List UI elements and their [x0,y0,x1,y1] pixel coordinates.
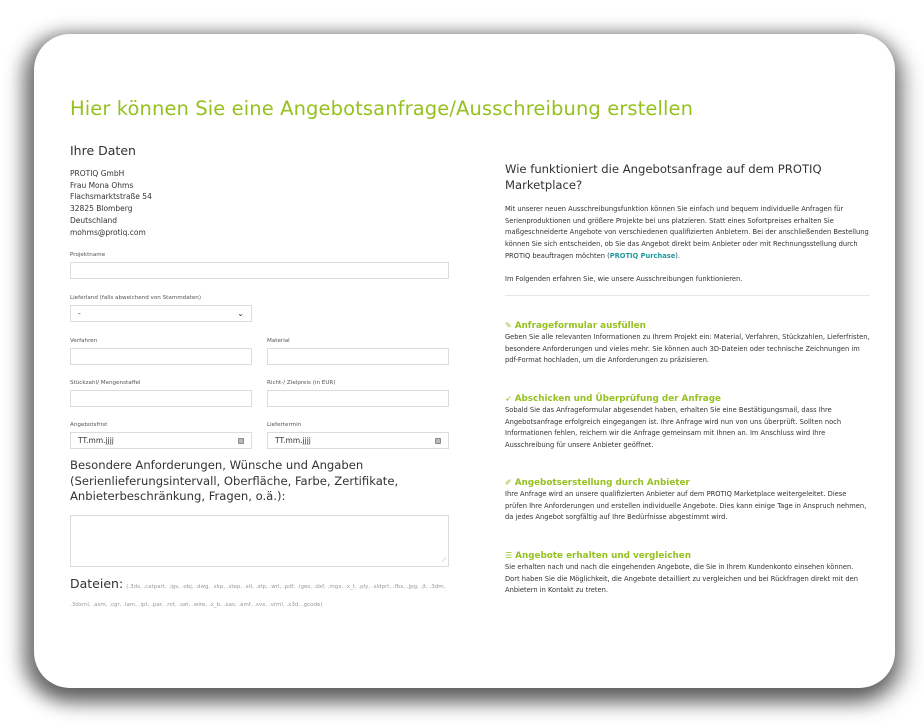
country-label: Lieferland (falls abweichend von Stammdaten) [70,295,202,301]
process-field [70,338,252,365]
delivery-date-label: Liefertermin [267,422,302,428]
project-name-field [70,252,449,279]
material-input[interactable] [267,348,449,365]
address-block [70,168,450,238]
address-street: Flachsmarktstraße 54 [70,192,152,202]
info-follow: Im Folgenden erfahren Sie, wie unsere Ausschreibungen funktionieren. [505,274,743,283]
price-field [267,380,449,407]
delivery-date-placeholder: TT.mm.jjjj [275,436,311,445]
step-title: Angebote erhalten und vergleichen [515,551,692,561]
info-title: Wie funktioniert die Angebotsanfrage auf dem PROTIQ Marketplace? [505,162,822,192]
your-data-section [70,143,450,238]
delivery-date-input[interactable] [267,432,449,449]
material-field [267,338,449,365]
page-title: Hier können Sie eine Angebotsanfrage/Ausschreibung erstellen [70,97,694,120]
info-intro-text: Mit unserer neuen Ausschreibungsfunktion können Sie einfach und bequem individuelle Anfragen für Serienproduktionen und größere Projekte bei uns platzieren. Statt eines Sofortpreises erhalten Sie maßgeschneiderte Angebote von verschiedenen qualifizierten Anbietern. Bei der anschließenden Bestellung können Sie sich entscheiden, ob Sie das Angebot direkt beim Anbieter oder mit Rechnungsstellung durch PROTIQ beauftragen möchten ( [505,205,869,260]
list-icon: ☰ [505,551,513,560]
address-country: Deutschland [70,215,118,225]
chevron-down-icon: ⌄ [237,309,244,318]
process-label: Verfahren [70,338,98,344]
quantity-input[interactable] [70,390,252,407]
step-heading [505,477,870,489]
step-offers-created [505,477,870,524]
step-title: Abschicken und Überprüfung der Anfrage [514,394,721,404]
files-label: Dateien: [70,576,124,591]
requirements-textarea[interactable] [70,515,449,567]
step-heading [505,320,870,332]
country-selected: - [78,309,81,318]
calendar-icon[interactable] [435,438,441,444]
edit-icon: ✐ [505,478,512,487]
project-name-input[interactable] [70,262,449,279]
requirements-label: Besondere Anforderungen, Wünsche und Angaben (Serienlieferungsintervall, Oberfläche, Farbe, Zertifikate, Anbieterbeschränkung, Fragen, o.ä.): [70,458,399,504]
your-data-title: Ihre Daten [70,143,136,158]
step-title: Anfrageformular ausfüllen [514,321,646,331]
files-formats: (.3ds, .catpart, .igs, .obj, .dwg, .skp, .step, .stl, .stp, .wrl, .pdf, .iges, .dxf, .mgx, .x_t, .ply, .sldprt, .fbx, .jpg, .jt, .3dm, .3dxml, .asm, .cgr, .iam, .ipt, .par, .rvt, .sat, .wire, .x_b, .xas, .amf, .svx, .vrml, .x3d, .gcode) [70,584,446,608]
step-submit [505,393,870,452]
step-fill-form [505,320,870,367]
quantity-field [70,380,252,407]
project-name-label: Projektname [70,252,106,258]
price-label: Richt-/ Zielpreis (in EUR) [267,380,336,386]
address-name: Frau Mona Ohms [70,180,134,190]
offer-deadline-input[interactable] [70,432,252,449]
offer-deadline-field [70,422,252,449]
step-heading [505,393,870,405]
country-select[interactable] [70,305,252,322]
address-city: 32825 Blomberg [70,204,133,214]
delivery-date-field [267,422,449,449]
info-section [505,162,870,296]
divider [505,295,870,296]
offer-deadline-label: Angebotsfrist [70,422,108,428]
address-email: mohms@protiq.com [70,227,146,237]
pencil-icon: ✎ [505,321,512,330]
resize-handle-icon[interactable]: ⟋ [441,557,446,564]
step-heading [505,550,870,562]
info-intro-end: ). [675,251,681,260]
step-compare-offers [505,550,870,597]
step-title: Angebotserstellung durch Anbieter [514,478,690,488]
step-text: Geben Sie alle relevanten Informationen zu Ihrem Projekt ein: Material, Verfahren, Stückzahlen, Lieferfristen, besondere Anforderungen und vieles mehr. Sie können auch 3D-Dateien oder technische Zeichnungen im pdf-Format hochladen, um die Anforderungen zu präzisieren. [505,333,870,365]
step-text: Sobald Sie das Anfrageformular abgesendet haben, erhalten Sie eine Bestätigungsmail, dass Ihre Angebotsanfrage erfolgreich eingegangen ist. Ihre Anfrage wird nun von uns überprüft. Sollten noch Informationen fehlen, reichern wir die Anfrage gemeinsam mit Ihnen an. Im Anschluss wird Ihre Ausschreibung für unsere Anbieter geöffnet. [505,406,842,450]
step-text: Ihre Anfrage wird an unsere qualifizierten Anbieter auf dem PROTIQ Marketplace weitergeleitet. Diese prüfen Ihre Anforderungen und erstellen individuelle Angebote. Dies kann einige Tage in Anspruch nehmen, da jedes Angebot sorgfältig auf Ihre Bedürfnisse abgestimmt wird. [505,490,867,522]
offer-deadline-placeholder: TT.mm.jjjj [78,436,114,445]
process-input[interactable] [70,348,252,365]
protiq-purchase-link[interactable]: PROTIQ Purchase [609,251,676,260]
quantity-label: Stückzahl/ Mengenstaffel [70,380,141,386]
country-field [70,295,252,322]
material-label: Material [267,338,290,344]
calendar-icon[interactable] [238,438,244,444]
step-text: Sie erhalten nach und nach die eingehenden Angebote, die Sie in Ihrem Kundenkonto einsehen können. Dort haben Sie die Möglichkeit, die Angebote detailliert zu vergleichen und bei Rückfragen direkt mit den Anbietern in Kontakt zu treten. [505,563,858,595]
info-intro [505,204,870,263]
paper-plane-icon: ➶ [505,394,512,403]
price-input[interactable] [267,390,449,407]
address-company: PROTIQ GmbH [70,169,125,178]
files-section [70,575,455,614]
